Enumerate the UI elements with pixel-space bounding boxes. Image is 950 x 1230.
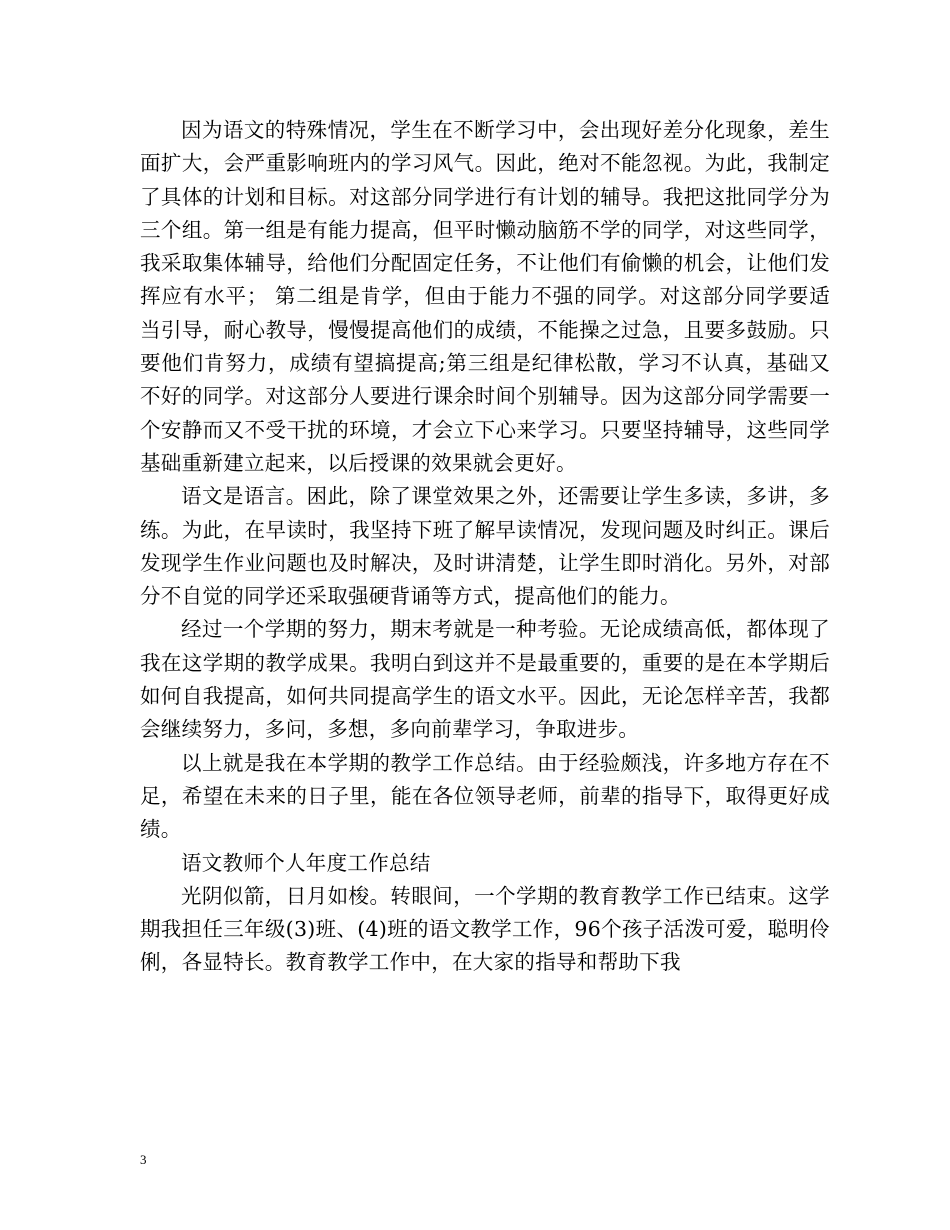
paragraph-semester-results: 经过一个学期的努力，期末考就是一种考验。无论成绩高低，都体现了我在这学期的教学成果。我明白到这并不是最重要的，重要的是在本学期后如何自我提高，如何共同提高学生的语文水平。因此，无论怎样辛苦，我都会继续努力，多问，多想，多向前辈学习，争取进步。 bbox=[140, 617, 830, 742]
paragraph-reading-practice: 语文是语言。困此，除了课堂效果之外，还需要让学生多读，多讲，多练。为此，在早读时，我坚持下班了解早读情况，发现问题及时纠正。课后发现学生作业问题也及时解决，及时讲清楚，让学生即时消化。另外，对部分不自觉的同学还采取强硬背诵等方式，提高他们的能力。 bbox=[140, 484, 830, 609]
paragraph-summary-conclusion: 以上就是我在本学期的教学工作总结。由于经验颇浅，许多地方存在不足，希望在未来的日子里，能在各位领导老师，前辈的指导下，取得更好成绩。 bbox=[140, 750, 830, 842]
section-heading: 语文教师个人年度工作总结 bbox=[181, 850, 431, 875]
paragraph-new-section-intro: 光阴似箭，日月如梭。转眼间，一个学期的教育教学工作已结束。这学期我担任三年级(3)班、(4)班的语文教学工作，96个孩子活泼可爱，聪明伶俐，各显特长。教育教学工作中，在大家的指导和帮助下我 bbox=[140, 883, 830, 975]
page-number: 3 bbox=[140, 1152, 147, 1167]
paragraph-tutoring-groups: 因为语文的特殊情况，学生在不断学习中，会出现好差分化现象，差生面扩大，会严重影响班内的学习风气。因此，绝对不能忽视。为此，我制定了具体的计划和目标。对这部分同学进行有计划的辅导。我把这批同学分为三个组。第一组是有能力提高，但平时懒动脑筋不学的同学，对这些同学，我采取集体辅导，给他们分配固定任务，不让他们有偷懒的机会，让他们发挥应有水平； 第二组是肯学，但由于能力不强的同学。对这部分同学要适当引导，耐心教导，慢慢提高他们的成绩，不能操之过急，且要多鼓励。只要他们肯努力，成绩有望搞提高;第三组是纪律松散，学习不认真，基础又不好的同学。对这部分人要进行课余时间个别辅导。因为这部分同学需要一个安静而又不受干扰的环境，才会立下心来学习。只要坚持辅导，这些同学基础重新建立起来，以后授课的效果就会更好。 bbox=[140, 118, 830, 475]
document-body bbox=[140, 114, 830, 980]
